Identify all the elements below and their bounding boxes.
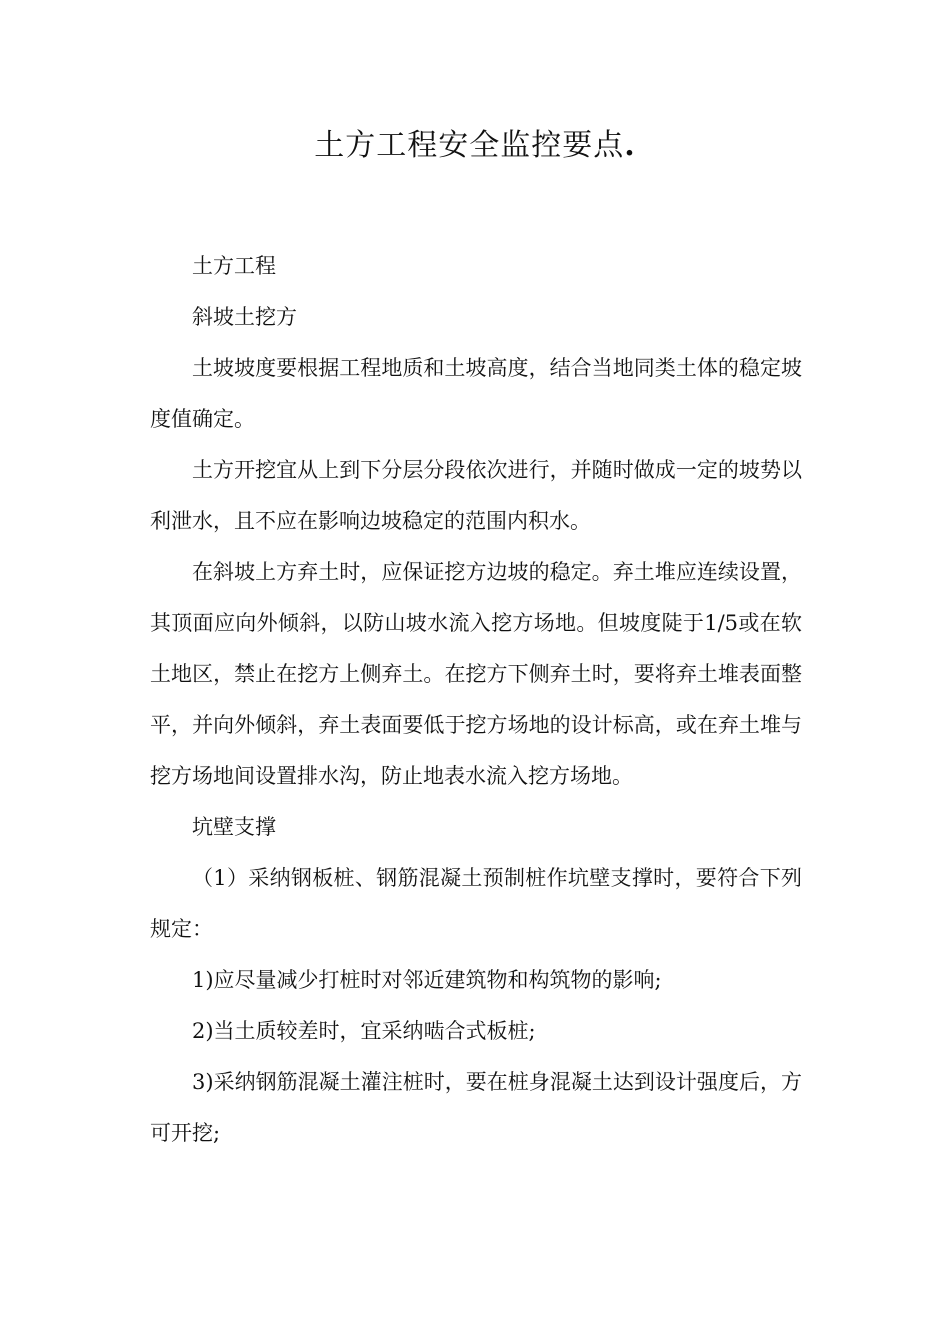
heading-earthwork: 土方工程 [192,254,276,278]
paragraph-support-rules: （1）采纳钢板桩、钢筋混凝土预制桩作坑壁支撑时，要符合下列规定： [150,866,802,941]
list-item-3: 3)采纳钢筋混凝土灌注桩时，要在桩身混凝土达到设计强度后，方可开挖; [150,1070,802,1145]
paragraph-excavation-order: 土方开挖宜从上到下分层分段依次进行，并随时做成一定的坡势以利泄水，且不应在影响边坡稳定的范围内积水。 [150,458,802,533]
heading-pit-wall-support: 坑壁支撑 [192,815,276,839]
list-item-2: 2)当土质较差时，宜采纳啮合式板桩; [192,1019,536,1043]
list-item-1: 1)应尽量减少打桩时对邻近建筑物和构筑物的影响; [192,968,662,992]
document-body [150,241,802,1159]
paragraph-slope-gradient: 土坡坡度要根据工程地质和土坡高度，结合当地同类土体的稳定坡度值确定。 [150,356,802,431]
paragraph-spoil-disposal: 在斜坡上方弃土时，应保证挖方边坡的稳定。弃土堆应连续设置，其顶面应向外倾斜，以防山坡水流入挖方场地。但坡度陡于1/5或在软土地区，禁止在挖方上侧弃土。在挖方下侧弃土时，要将弃土堆表面整平，并向外倾斜，弃土表面要低于挖方场地的设计标高，或在弃土堆与挖方场地间设置排水沟，防止地表水流入挖方场地。 [150,560,802,788]
heading-slope-excavation: 斜坡土挖方 [192,305,297,329]
document-title [0,122,950,170]
title-suffix: . [624,128,636,163]
title-text: 土方工程安全监控要点 [314,128,625,163]
